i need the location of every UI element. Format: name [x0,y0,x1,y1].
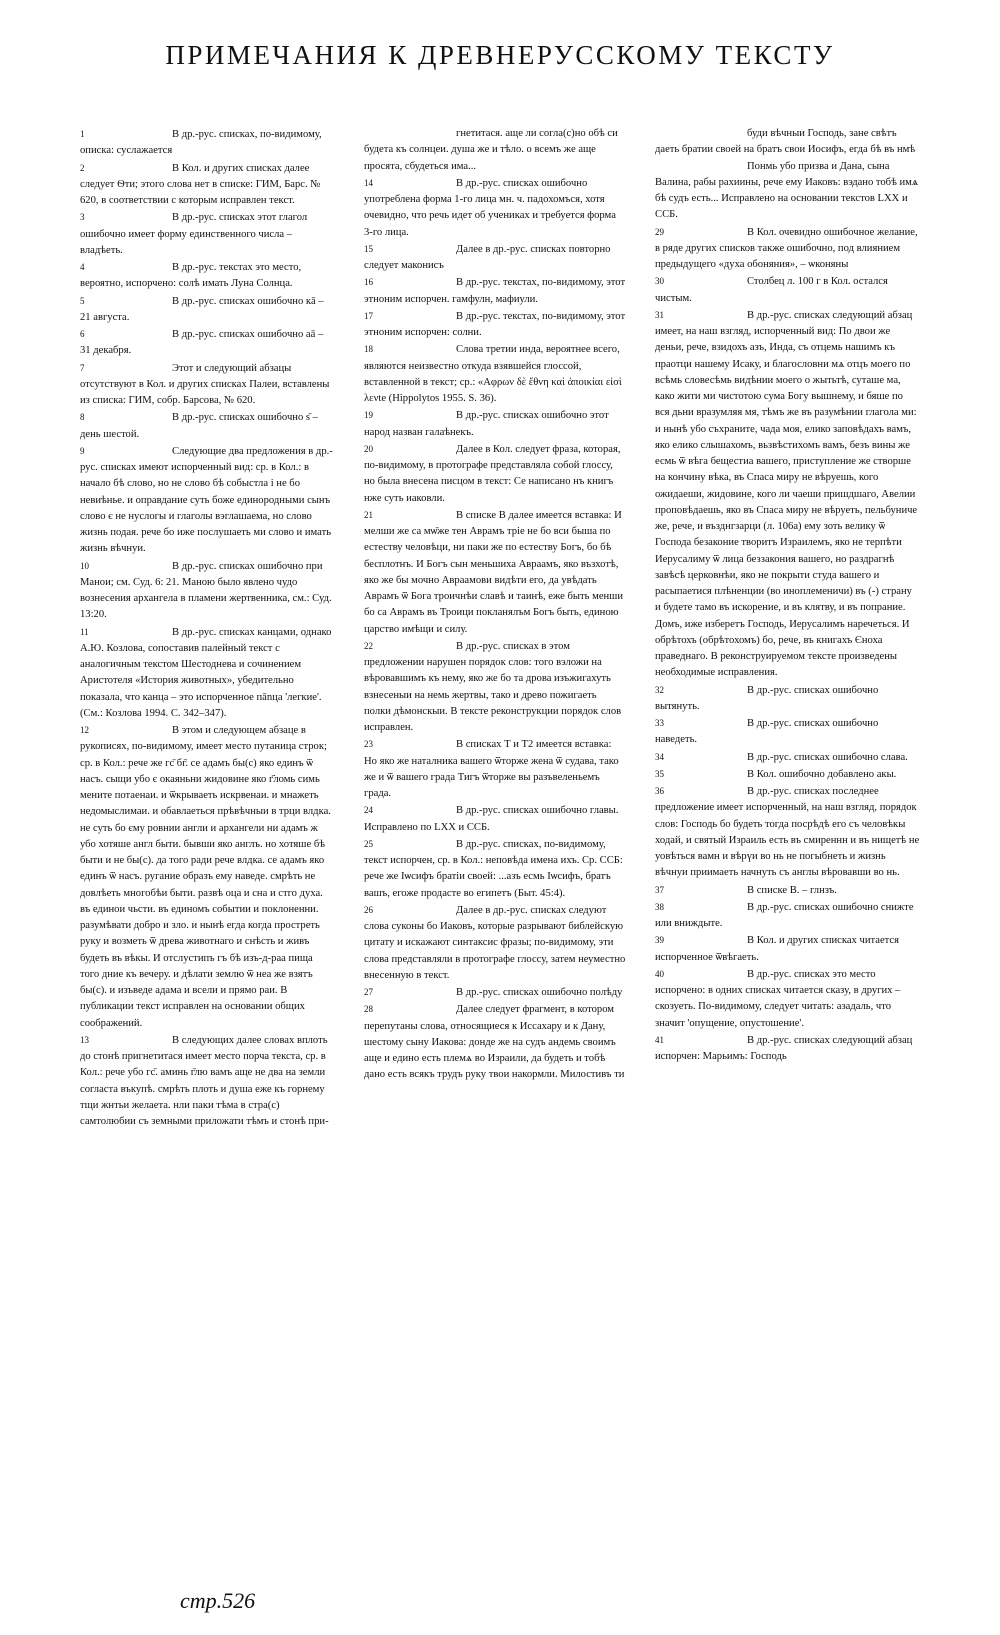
footnote [80,558,334,624]
column-3 [655,126,920,1065]
page-number: стр.526 [180,1588,256,1613]
footnote-text: Далее следует фрагмент, в котором перепутаны слова, относящиеся к Иссахару и к Дану, шестому сыну Иакова: донде же на судъ андемь своимъ аще и едино есть племѧ во Израили, да будеть и тобѣ дано есть всякъ трудъ руку твои накормли. Милостивъ ти [364,1004,625,1081]
footnote [655,882,920,899]
footnote [655,899,920,933]
footnote-number: 6 [80,329,85,339]
footnote [364,802,626,836]
footnote-number: 14 [364,177,373,188]
footnote-number: 10 [80,560,89,571]
footnote-number: 23 [364,739,373,750]
footnote-text: Следующие два предложения в др.-рус. списках имеют испорченный вид: ср. в Кол.: в начало бѣ слово, но не слово бѣ собыстла і не бо невиѣнье. и оправдание суть боже единородными сынъ слово є не нуслогы и глаголы вэглашаема, но слово жизнь подая. рече бо иже послушаеть ми слово и имать жизнь вѣчнуи. [80,445,333,555]
footnote [364,984,626,1001]
footnote-number: 17 [364,310,373,321]
footnote-text: В Кол. и других списках читается испорченное ѿвѣгаеть. [655,935,899,963]
footnote-text: Далее в Кол. следует фраза, которая, по-видимому, в протографе представляла собой глоссу, но была внесена писцом в текст: Се написано нъ книгъ нже суть иаковли. [364,443,621,504]
column-1 [80,126,334,1130]
footnote-text: В Кол. ошибочно добавлено акы. [747,768,897,780]
footnote [80,1032,334,1131]
footnote-text: Далее в др.-рус. списках следуют слова суконы бо Иаковъ, которые разрывают библейскую цитату и искажают синтаксис фразы; по-видимому, эти слова представляли в протографе глоссу, затем неуместно внесенную в текст. [364,904,626,981]
footnote-number: 32 [655,684,664,695]
footnote-number: 11 [80,626,89,637]
footnote-text: В др.-рус. списках последнее предложение имеет испорченный, на наш взгляд, порядок слов: Господь бо будеть тогда посрѣдѣ его съ человѣкы ходай, и святый Израиль есть въ смиреннн и въ нищетѣ не уовѣться вамн и вѣрүи во нь не погыбнеть и жизнь вѣчнуи приимаеть начнуть съ англы вѣровавши во нь. [655,786,920,879]
footnote [364,341,626,407]
footnote-number: 2 [80,162,85,173]
footnote-text: В др.-рус. текстах это место, вероятно, испорчено: солѣ имать Луна Солнца. [80,262,302,290]
footnote [80,722,334,1032]
footnote-number: 29 [655,226,664,237]
footnote-number: 22 [364,640,373,651]
footnote-text: В др.-рус. списках ошибочно полѣду [456,987,623,998]
footnote [655,126,920,159]
footnote [80,293,334,327]
footnote-text: В др.-рус. списках ошибочно ѕ̄ – день шестой. [80,412,318,440]
footnote-number: 8 [80,412,85,423]
footnote-text: Столбец л. 100 г в Кол. остался чистым. [655,276,888,304]
footnote-number: 28 [364,1004,373,1015]
footnote [80,259,334,293]
footnote [655,682,920,716]
footnote-text: В др.-рус. списках ошибочно вытянуть. [655,684,879,712]
footnote-text: В др.-рус. списках в этом предложении нарушен порядок слов: того вэложи на вѣровавшимъ къ нему, яко же бо та дрова изъжигахуть взнесеныи на немь жертвы, тако и древо пожигаеть полки дѣмонскыи. В тексте реконструкции порядок слов исправлен. [364,640,622,733]
footnote-text: В др.-рус. списках, по-видимому, текст испорчен, ср. в Кол.: неповѣда имена ихъ. Ср. ССБ: рече же Іѡсифъ братіи своей: ...азъ есмь Іѡсифъ, братъ вашъ, егоже продасте во египетъ (Быт. 45:4). [364,838,623,899]
footnote-number: 9 [80,445,85,456]
footnote [364,175,626,241]
footnote [655,783,920,882]
footnote-number: 33 [655,718,664,728]
footnote-text: В др.-рус. текстах, по-видимому, этот этноним испорчен: солни. [364,310,626,338]
footnote [80,409,334,443]
footnote-text: В Кол. и других списках далее следует Ѳти; этого слова нет в списке: ГИМ, Барс. № 620, в соответствии с которым исправлен текст. [80,162,321,206]
footnote [80,209,334,259]
footnote [655,766,920,783]
footnote-text: В др.-рус. списках ошибочно кā – 21 августа. [80,295,324,323]
footnote-text: В др.-рус. списках ошибочно снижте или вниждыте. [655,901,914,929]
footnote-number: 34 [655,751,664,762]
footnote [364,308,626,342]
footnote-number: 40 [655,968,664,979]
footnote-text: В списке В далее имеется вставка: И мелши же са мѡ̄же тен Аврамъ тріе не бо вси быша по естеству человѣци, ни паки же по естеству Богъ, бо бѣ бесплотнъ. И Богъ сын меньшиха Авраамъ, яко възхотѣ, яко же бы мочно Авраамови видѣти его, да увѣдать Аврамъ ѿ Бога троичнѣи славѣ и таинѣ, еже быть менши бо са Аврамъ въ Троици покланялъм Богъ быть, единою царство имѣщи и силу. [364,509,624,635]
footnote-number: 24 [364,805,373,816]
footnote-text: В др.-рус. списках ошибочно при Манои; см. Суд. 6: 21. Маною было явлено чудо вознесения архангела в пламени жертвенника, см.: Суд. 13:20. [80,560,332,621]
footnote-text: В др.-рус. списках это место испорчено: в одних списках читается сказу, в других – скозуеть. По-видимому, следует читать: азадаль, что значит 'опущение, опустошение'. [655,968,901,1029]
footnote-number: 7 [80,362,85,373]
footnote [80,326,334,360]
footnote-text: Слова третии инда, вероятнее всего, являются неизвестно откуда взявшейся глоссой, вставленной в текст; ср.: «Αφρων δὲ ἔθνη καὶ ἀποικίαι εἰσὶ λενte (Hippolytos 1955. S. 36). [364,344,622,404]
footnote-number: 1 [80,129,85,139]
footnote-text: В следующих далее словах вплоть до стонѣ пригнетитася имеет место порча текста, ср. в Кол.: рече убо гс̄. аминь г̄лю вамъ аще не два на земли согласта въкупѣ. смрѣть плоть и душа еже къ горнему тщи жнтьи желаета. нли паки тѣма в стра(с) самтолюбии съ земными приложати тѣмъ и стонѣ при- [80,1034,329,1127]
footnote [655,1032,920,1066]
footnote-number: 16 [364,277,373,288]
footnote-number: 35 [655,768,664,779]
footnote-number: 39 [655,935,664,946]
footnote-number: 38 [655,901,664,912]
footnote-text: В др.-рус. списках ошибочно главы. Исправлено по LXX и ССБ. [364,805,619,833]
footnote-text: В списке В. – глнзъ. [747,884,837,896]
footnote-number: 5 [80,295,85,306]
footnote [80,443,334,558]
footnote-number: 19 [364,410,373,421]
footnote-text: В списках Т и Т2 имеется вставка: Но яко же наталника вашего ѿторже жена ѿ судава, тако же и ѿ вашего града Тигъ ѿторже вы разъвеленьемъ града. [364,739,619,799]
footnote [364,241,626,275]
column-2 [364,126,626,1084]
footnote-text: В др.-рус. списках канцами, однако А.Ю. Козлова, сопоставив палейный текст с аналогичным текстом Шестоднева и сочинением Аристотеля «История животных», убедительно показала, что канца – это испорченное пānца 'легкие'. (См.: Козлова 1994. С. 342–347). [80,626,332,719]
footnote [364,836,626,902]
footnote-number: 4 [80,262,85,272]
footnote-number: 18 [364,344,373,355]
footnote-text: В др.-рус. списках ошибочно аā – 31 декабря. [80,329,324,357]
footnote [364,902,626,984]
footnote [364,407,626,441]
footnote [655,749,920,766]
footnote-number: 31 [655,309,664,320]
footnote-text: В этом и следующем абзаце в рукописях, по-видимому, имеет место путаница строк; ср. в Кол.: рече же гс̄ бг̄. се адамъ бы(с) яко единъ ѿ насъ. сыщи убо є окаяньни жидовине яко г҃ломь симь мените потаенаи. и ѿкрываеть искрвенаи. и мнажеть недомыслимаи. и обавлаеться прѣвѣчныи в трци влдка. не суть бо єму ровнии англи и архангели ни адамъ ж убо хотяше англ быти. бывши яко англъ. но хотяше бѣ быти и не бы(с). да того ради рече влдка. се адамъ яко единъ ѿ насъ. ругание образъ ему наведе. смрѣть не довлѣеть многобѣи быти. развѣ оца и сна и стго духа. въ единои чьсти. въ единомъ событии и поклоненни. разумѣвати добро и зло. и нынѣ егда когда простреть руку и возметь ѿ древа животнаго и снѣсть и живъ будеть въ вѣкы. И отслустипъ гъ бѣ изъ-д-раа пища того дние къ вечеру. и дѣлати землю ѿ неа же взятъ бы(с). и изъведе адама и всели и прямо раи. В публикации текст исправлен на основании общих соображений. [80,725,331,1029]
footnote-text: В др.-рус. списках следующий абзац испорчен: Марьимъ: Господь [655,1034,913,1062]
footnote [655,307,920,682]
footnote-number: 37 [655,884,664,895]
footnote-number: 3 [80,212,85,223]
footnote-text: В др.-рус. списках следующий абзац имеет, на наш взгляд, испорченный вид: По двои же деньи, рече, взидохъ азъ, Инда, съ отцемь нашимъ къ праотци нашему Исаку, и благословни мѧ отцъ моего по всѣмь словесѣмь видѣнии моего о жытьтѣ, суташе ма, како жити ми чистотою сума Богу вышнему, и бяше по вся дьни вразумляя мя, тѣмъ же въ разумѣнии глагола ми: и нынѣ убо съхраните, чада моя, елико заповѣдахъ вамъ, яко елико слышахомъ, вьзвѣстихомъ вамъ, безъ вины же есмь ѿ вѣга бещестиа вашего, приступление же створше на кончину вѣка, въ Спаса миру не вѣруешь, кого ожидаеши, жидовине, кого ли чаеши пришдшаго, Авелии проповѣдаешь, яко въ Спаса миру не вѣруеть, пельбуниче же, рече, и възднгзарци (л. 106а) ему зоть велику ѿ Господа безаконие творитъ Израилемъ, яко не терпѣти Иерусалиму ѿ лица беззакония вашего, но раздрагнѣ завѣсѣ церковнѣи, яко не покрыти студа вашего и расыпаетися плѣненции (во иноплеменичи) въ (-) страну и будете тамо въ искорение, и въ клятву, и въ попрание. Домъ, иже изберетъ Господь, Иерусалимъ наречеться. И обрѣтохъ (обрѣтохомъ) бо, рече, въ книгахъ Єноха праведнаго. В реконструируемом тексте произведены необходимые исправления. [655,309,918,679]
footnote-text: Понмь убо призва и Дана, сына Валина, рабы рахиины, рече ему Иаковъ: вэдано тобѣ имѧ бѣ судъ есть... Исправлено на основании текстов LXX и ССБ. [655,160,919,221]
footnote-text: В др.-рус. списках ошибочно этот народ назван галаѣнекъ. [364,410,609,438]
footnote [364,274,626,308]
footnote [80,126,334,160]
footnote-number: 21 [364,509,373,520]
footnote-text: В др.-рус. списках ошибочно наведеть. [655,718,879,746]
footnote-text: В др.-рус. списках ошибочно употреблена форма 1-го лица мн. ч. падохомъся, хотя очевидно, что речь идет об учениках и требуется форма 3-го лица. [364,177,616,238]
footnote [364,1001,626,1083]
page-title: ПРИМЕЧАНИЯ К ДРЕВНЕРУССКОМУ ТЕКСТУ [165,40,835,70]
footnote [655,159,920,224]
footnote [80,624,334,723]
footnote [655,715,920,749]
footnote-number: 25 [364,838,373,849]
footnote [655,966,920,1032]
footnote [655,224,920,274]
footnote-text: Этот и следующий абзацы отсутствуют в Кол. и других списках Палеи, вставлены из списка: ГИМ, собр. Барсова, № 620. [80,362,330,406]
footnote-number: 12 [80,725,89,735]
footnote [655,932,920,966]
footnote [364,736,626,802]
footnote-number: 15 [364,243,373,254]
footnote [80,160,334,210]
footnote-number: 26 [364,904,373,915]
footnote-number: 41 [655,1034,664,1045]
footnote-number: 20 [364,443,373,454]
footnote-number: 13 [80,1034,89,1045]
footnote [364,507,626,638]
footnote-text: буди вѣчныи Господь, зане свѣтъ даеть братии своей на братъ свои Иосифъ, егда бѣ въ нмѣ [655,128,916,156]
footnote-text: В др.-рус. списках ошибочно слава. [747,751,908,763]
footnote-text: В Кол. очевидно ошибочное желание, в ряде других списков также ошибочно, под влиянием предыдущего «духа обоняния», – ѡконяны [655,226,918,270]
footnote [364,638,626,737]
footnote-text: Далее в др.-рус. списках повторно следует маконисъ [364,243,611,271]
footnote-text: гнетитася. аще ли согла(с)но обѣ си будета къ солнцеи. душа же и тѣло. о всемъ же аще просята, сбудеться има... [364,128,618,172]
footnote-number: 27 [364,987,373,997]
footnote-text: В др.-рус. текстах, по-видимому, этот этноним испорчен. гамфулн, мафиули. [364,277,626,305]
footnote [364,126,626,175]
footnote-number: 30 [655,276,664,287]
footnote [364,441,626,507]
footnote [655,273,920,307]
footnote-text: В др.-рус. списках этот глагол ошибочно имеет форму единственного числа – владѣеть. [80,212,308,256]
footnote-number: 36 [655,786,664,796]
footnote-text: В др.-рус. списках, по-видимому, описка: суслажается [80,129,322,157]
footnote [80,360,334,410]
